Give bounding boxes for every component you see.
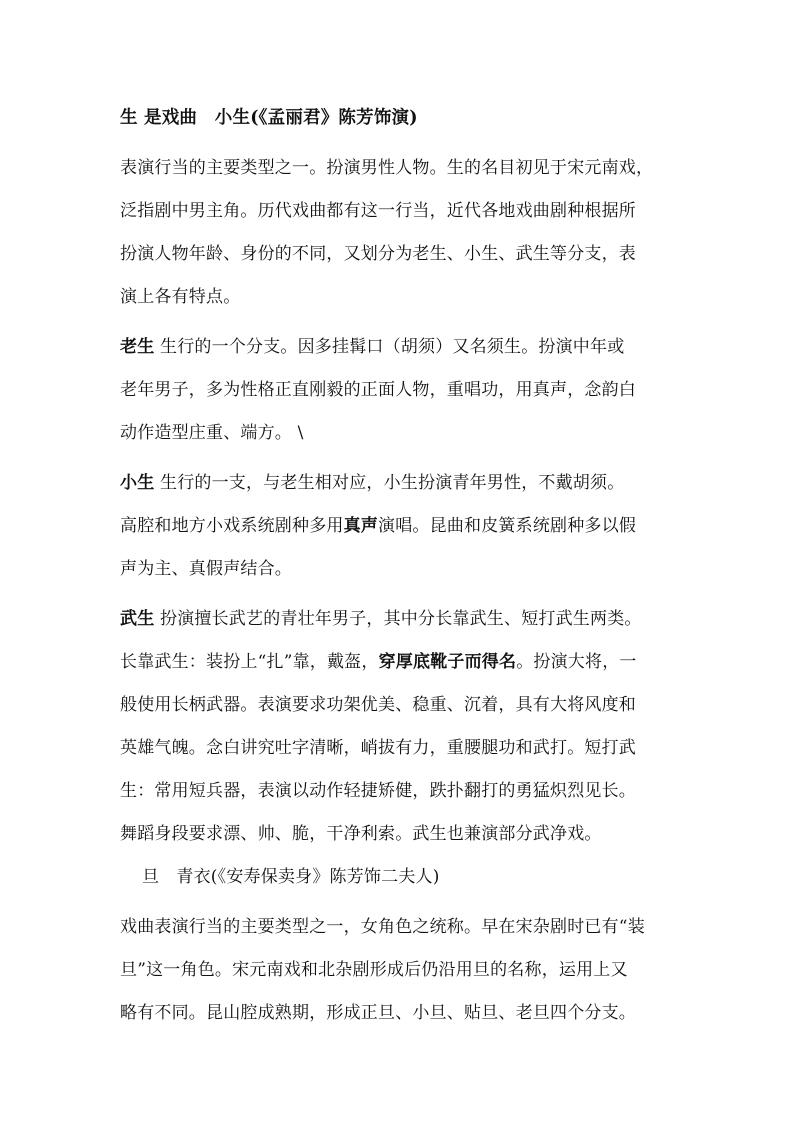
wusheng-line-5: 生：常用短兵器，表演以动作轻捷矫健，跌扑翻打的勇猛炽烈见长。 xyxy=(120,781,636,801)
wusheng-line-1 xyxy=(120,608,642,630)
xiaosheng-text-2a: 高腔和地方小戏系统剧种多用 xyxy=(120,516,344,536)
laosheng-line-3: 动作造型庄重、端方。 \ xyxy=(120,423,304,443)
xiaosheng-line-3: 声为主、真假声结合。 xyxy=(120,559,292,579)
wusheng-term: 武生 xyxy=(120,609,155,629)
wusheng-line-2 xyxy=(120,651,637,673)
xiaosheng-text-1: 生行的一支，与老生相对应，小生扮演青年男性，不戴胡须。 xyxy=(154,473,625,493)
wusheng-bold-phrase: 穿厚底靴子而得名 xyxy=(378,652,517,672)
laosheng-line-1 xyxy=(120,336,624,358)
laosheng-term: 老生 xyxy=(120,337,155,357)
sheng-line-1: 表演行当的主要类型之一。扮演男性人物。生的名目初见于宋元南戏， xyxy=(120,158,654,178)
xiaosheng-line-2 xyxy=(120,515,636,537)
wusheng-line-6: 舞蹈身段要求漂、帅、脆，干净利索。武生也兼演部分武净戏。 xyxy=(120,824,602,844)
laosheng-line-2: 老年男子，多为性格正直刚毅的正面人物，重唱功，用真声，念韵白 xyxy=(120,380,636,400)
sheng-line-2: 泛指剧中男主角。历代戏曲都有这一行当，近代各地戏曲剧种根据所 xyxy=(120,201,636,221)
sheng-line-3: 扮演人物年龄、身份的不同，又划分为老生、小生、武生等分支，表 xyxy=(120,244,636,264)
xiaosheng-line-1 xyxy=(120,472,624,494)
dan-line-1: 戏曲表演行当的主要类型之一，女角色之统称。早在宋杂剧时已有“装 xyxy=(120,917,645,937)
wusheng-text-2b: 。扮演大将，一 xyxy=(516,652,637,672)
dan-heading: 旦 青衣(《安寿保卖身》陈芳饰二夫人) xyxy=(142,867,440,887)
sheng-line-4: 演上各有特点。 xyxy=(120,287,241,307)
wusheng-line-4: 英雄气魄。念白讲究吐字清晰，峭拔有力，重腰腿功和武打。短打武 xyxy=(120,738,636,758)
dan-line-3: 略有不同。昆山腔成熟期，形成正旦、小旦、贴旦、老旦四个分支。 xyxy=(120,1003,636,1023)
xiaosheng-term: 小生 xyxy=(120,473,155,493)
wusheng-text-1: 扮演擅长武艺的青壮年男子，其中分长靠武生、短打武生两类。 xyxy=(154,609,642,629)
wusheng-text-2a: 长靠武生：装扮上“扎”靠，戴盔， xyxy=(120,652,379,672)
xiaosheng-bold-phrase: 真声 xyxy=(343,516,379,536)
xiaosheng-text-2b: 演唱。昆曲和皮簧系统剧种多以假 xyxy=(378,516,637,536)
laosheng-text-1: 生行的一个分支。因多挂髯口（胡须）又名须生。扮演中年或 xyxy=(154,337,625,357)
dan-line-2: 旦”这一角色。宋元南戏和北杂剧形成后仍沿用旦的名称，运用上又 xyxy=(120,960,628,980)
wusheng-line-3: 般使用长柄武器。表演要求功架优美、稳重、沉着，具有大将风度和 xyxy=(120,695,636,715)
sheng-heading: 生 是戏曲 小生(《孟丽君》陈芳饰演) xyxy=(120,108,418,128)
